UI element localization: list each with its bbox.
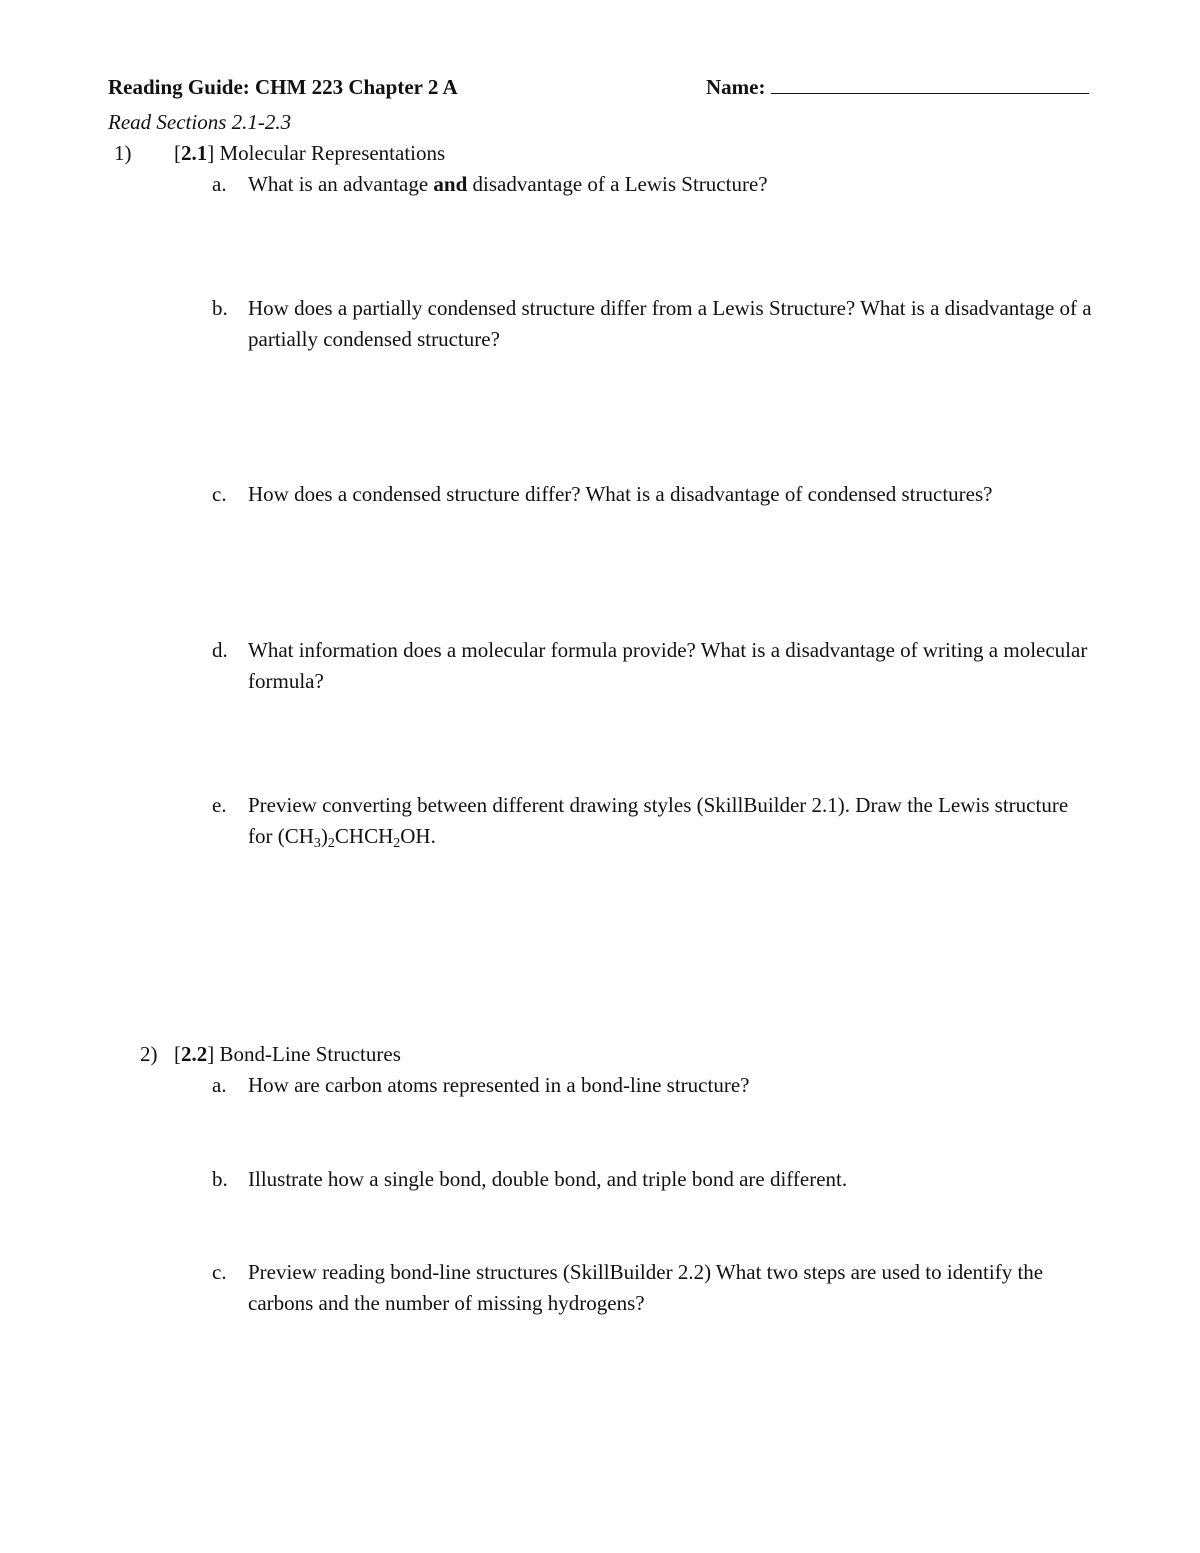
section-number: 1) bbox=[114, 141, 132, 165]
worksheet-title: Reading Guide: CHM 223 Chapter 2 A bbox=[108, 75, 458, 99]
question-text: How does a condensed structure differ? What is a disadvantage of condensed structures? bbox=[248, 482, 993, 506]
name-blank-line[interactable] bbox=[771, 75, 1089, 94]
question-text-part: Preview converting between different drawing styles (SkillBuilder 2.1). Draw the Lewis structure for (CH bbox=[248, 793, 1069, 848]
section-tag-wrap: [2.1] bbox=[174, 141, 220, 165]
subscript: 2 bbox=[393, 836, 401, 851]
subscript: 3 bbox=[313, 836, 321, 851]
question-text bbox=[248, 790, 1092, 852]
question-text: How are carbon atoms represented in a bond-line structure? bbox=[248, 1073, 750, 1097]
reading-assignment: Read Sections 2.1-2.3 bbox=[108, 110, 292, 134]
question-item bbox=[212, 169, 1092, 200]
question-text-part: ) bbox=[320, 824, 328, 848]
question-letter: a. bbox=[212, 1073, 227, 1097]
question-text-part: disadvantage of a Lewis Structure? bbox=[467, 172, 768, 196]
question-letter: e. bbox=[212, 793, 227, 817]
question-item bbox=[212, 1164, 1092, 1195]
question-item bbox=[212, 293, 1092, 355]
section-title: Molecular Representations bbox=[219, 141, 446, 165]
name-label: Name: bbox=[706, 75, 766, 99]
question-item bbox=[212, 1257, 1092, 1319]
question-text-part: OH. bbox=[400, 824, 436, 848]
section-title: Bond-Line Structures bbox=[219, 1042, 401, 1066]
question-item bbox=[212, 1070, 1092, 1101]
section-tag: 2.2 bbox=[181, 1042, 208, 1066]
question-letter: d. bbox=[212, 638, 228, 662]
question-text: Illustrate how a single bond, double bond, and triple bond are different. bbox=[248, 1167, 848, 1191]
question-text-emphasis: and bbox=[433, 172, 468, 196]
question-letter: b. bbox=[212, 296, 228, 320]
name-field bbox=[706, 72, 1089, 103]
question-letter: b. bbox=[212, 1167, 228, 1191]
question-letter: c. bbox=[212, 1260, 227, 1284]
subscript: 2 bbox=[327, 836, 335, 851]
question-item bbox=[212, 790, 1092, 852]
question-item bbox=[212, 479, 1092, 510]
section-tag-wrap: [2.2] bbox=[174, 1042, 220, 1066]
section-heading bbox=[114, 138, 445, 169]
section-tag: 2.1 bbox=[181, 141, 208, 165]
question-text: How does a partially condensed structure differ from a Lewis Structure? What is a disadvantage of a partially condensed structure? bbox=[248, 296, 1092, 351]
question-item bbox=[212, 635, 1092, 697]
question-text-part: What is an advantage bbox=[248, 172, 434, 196]
question-text: Preview reading bond-line structures (SkillBuilder 2.2) What two steps are used to identify the carbons and the number of missing hydrogens? bbox=[248, 1260, 1044, 1315]
question-text bbox=[248, 169, 1092, 200]
question-letter: c. bbox=[212, 482, 227, 506]
question-text-part: CHCH bbox=[334, 824, 394, 848]
question-letter: a. bbox=[212, 172, 227, 196]
section-number: 2) bbox=[140, 1042, 158, 1066]
section-heading bbox=[140, 1039, 401, 1070]
question-text: What information does a molecular formula provide? What is a disadvantage of writing a molecular formula? bbox=[248, 638, 1088, 693]
